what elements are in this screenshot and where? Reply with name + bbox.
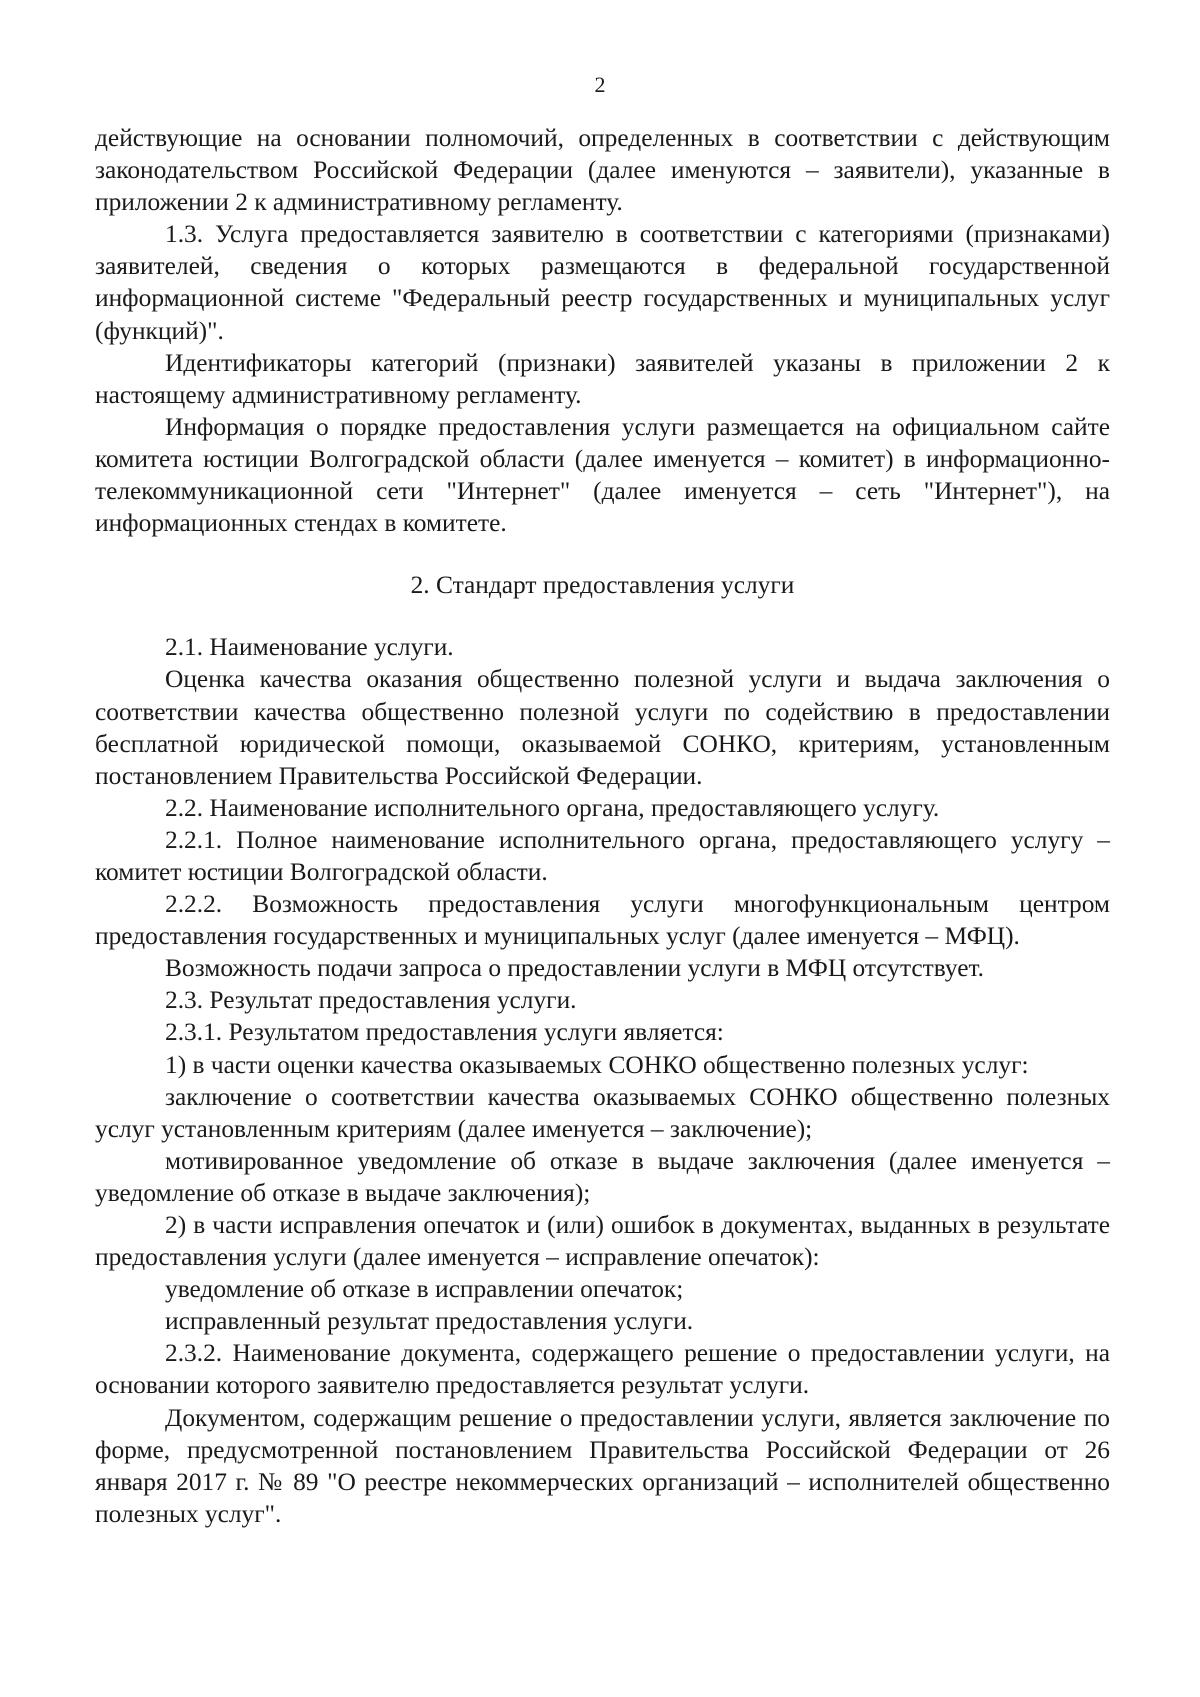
paragraph: 1) в части оценки качества оказываемых СОНКО общественно полезных услуг: xyxy=(165,1050,1029,1079)
paragraph: мотивированное уведомление об отказе в выдаче заключения (далее именуется – уведомление об отказе в выдаче заключения); xyxy=(95,1146,1110,1207)
paragraph: Возможность подачи запроса о предоставлении услуги в МФЦ отсутствует. xyxy=(165,954,984,983)
paragraph: 2.2.2. Возможность предоставления услуги многофункциональным центром предоставления государственных и муниципальных услуг (далее именуется – МФЦ). xyxy=(95,890,1110,951)
paragraph: Идентификаторы категорий (признаки) заявителей указаны в приложении 2 к настоящему административному регламенту. xyxy=(95,348,1110,409)
paragraph: 2.2. Наименование исполнительного органа, предоставляющего услугу. xyxy=(165,793,940,822)
paragraph: 2.1. Наименование услуги. xyxy=(165,633,454,662)
paragraph: 2.3.1. Результатом предоставления услуги является: xyxy=(165,1018,724,1047)
paragraph: заключение о соответствии качества оказываемых СОНКО общественно полезных услуг установленным критериям (далее именуется – заключение); xyxy=(95,1082,1110,1143)
paragraph: 2.2.1. Полное наименование исполнительного органа, предоставляющего услугу – комитет юстиции Волгоградской области. xyxy=(95,825,1110,886)
paragraph: исправленный результат предоставления услуги. xyxy=(165,1307,694,1336)
paragraph: 2.3. Результат предоставления услуги. xyxy=(165,986,577,1015)
paragraph: Информация о порядке предоставления услуги размещается на официальном сайте комитета юстиции Волгоградской области (далее именуется – комитет) в информационно-телекоммуникационной сети "Интернет" (далее именуется – сеть "Интернет"), на информационных стендах в комитете. xyxy=(95,412,1110,538)
paragraph: уведомление об отказе в исправлении опечаток; xyxy=(165,1275,684,1304)
section-heading: 2. Стандарт предоставления услуги xyxy=(410,571,795,600)
paragraph: 2.3.2. Наименование документа, содержащего решение о предоставлении услуги, на основании которого заявителю предоставляется результат услуги. xyxy=(95,1339,1110,1400)
paragraph: 2) в части исправления опечаток и (или) ошибок в документах, выданных в результате предоставления услуги (далее именуется – исправление опечаток): xyxy=(95,1211,1110,1272)
page-number: 2 xyxy=(594,72,606,97)
paragraph: Документом, содержащим решение о предоставлении услуги, является заключение по форме, предусмотренной постановлением Правительства Российской Федерации от 26 января 2017 г. № 89 "О реестре некоммерческих организаций – исполнителей общественно полезных услуг". xyxy=(95,1403,1110,1528)
paragraph: Оценка качества оказания общественно полезной услуги и выдача заключения о соответствии качества общественно полезной услуги по содействию в предоставлении бесплатной юридической помощи, оказываемой СОНКО, критериям, установленным постановлением Правительства Российской Федерации. xyxy=(95,665,1110,790)
document-body xyxy=(95,122,1110,1530)
paragraph: 1.3. Услуга предоставляется заявителю в соответствии с категориями (признаками) заявителей, сведения о которых размещаются в федеральной государственной информационной системе "Федеральный реестр государственных и муниципальных услуг (функций)". xyxy=(95,220,1110,345)
paragraph: действующие на основании полномочий, определенных в соответствии с действующим законодательством Российской Федерации (далее именуются – заявители), указанные в приложении 2 к административному регламенту. xyxy=(95,124,1110,217)
